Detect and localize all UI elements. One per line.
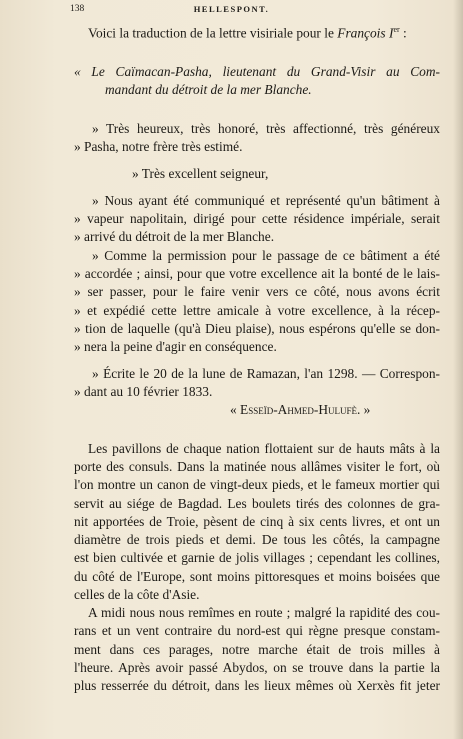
body-line: celles de la côte d'Asie.: [74, 587, 200, 602]
letter-line: » ser passer, pour le faire venir vers ce côté, nous avons écrit: [74, 284, 440, 299]
letter-line: » vapeur napolitain, dirigé pour cette résidence impériale, serait: [74, 211, 440, 226]
letter-line: » arrivé du détroit de la mer Blanche.: [74, 229, 275, 244]
letter-line: » Nous ayant été communiqué et représenté qu'un bâtiment à: [92, 193, 440, 208]
intro-text: Voici la traduction de la lettre visiriale pour le: [88, 25, 338, 41]
francois-name: François I: [337, 25, 394, 41]
body-line: du côté de l'Europe, sont moins pittoresques et moins boisées que: [74, 569, 440, 584]
letter-line: » Très excellent seigneur,: [132, 166, 269, 181]
letter-date-line: » dant au 10 février 1833.: [74, 384, 213, 399]
francois-ordinal: er: [393, 25, 400, 34]
intro-line: [88, 22, 407, 41]
letter-line: » tion de laquelle (qu'à Dieu plaise), nous espérons qu'elle se don-: [74, 321, 440, 336]
page-number: 138: [70, 4, 85, 14]
body-line: l'on montre un canon de vingt-deux pieds, et le fameux mortier qui: [74, 477, 440, 492]
body-line: l'heure. Après avoir passé Abydos, on se trouve dans la partie la: [74, 660, 440, 675]
body-line: ment dans ces parages, notre marche était de trois milles à: [74, 642, 440, 657]
letter-line: » et expédié cette lettre amicale à votre excellence, à la récep-: [74, 303, 440, 318]
letter-date-line: » Écrite le 20 de la lune de Ramazan, l'an 1298. — Correspon-: [92, 366, 440, 381]
page-header: [0, 4, 463, 18]
letter-line: » nera la peine d'agir en conséquence.: [74, 339, 277, 354]
body-line: A midi nous nous remîmes en route ; malgré la rapidité des cou-: [88, 605, 440, 620]
letter-line: » Pasha, notre frère très estimé.: [74, 139, 243, 154]
body-line: servit au siége de Bagdad. Les boulets tirés des colonnes de gra-: [74, 496, 440, 511]
page-edge-shadow: [453, 0, 463, 739]
letter-line: » Très heureux, très honoré, très affectionné, très généreux: [92, 121, 440, 136]
intro-colon: :: [399, 25, 407, 41]
running-head: HELLESPONT.: [193, 4, 270, 14]
letter-line: » Comme la permission pour le passage de ce bâtiment a été: [92, 248, 440, 263]
body-line: plus resserrée du détroit, dans les lieux mêmes où Xerxès fit jeter: [74, 678, 440, 693]
letter-line: » accordée ; ainsi, pour que votre excellence ait la bonté de le lais-: [74, 266, 440, 281]
body-line: est bien cultivée et garnie de jolis villages ; cependant les collines,: [74, 550, 440, 565]
body-line: rans et un vent contraire du nord-est qui règne presque constam-: [74, 623, 440, 638]
letter-address-line: « Le Caïmacan-Pasha, lieutenant du Grand-Visir au Com-: [74, 64, 440, 79]
body-line: porte des consuls. Dans la matinée nous allâmes visiter le fort, où: [74, 459, 440, 474]
body-line: diamètre de trois pieds et demi. De tous les côtés, la campagne: [74, 532, 440, 547]
letter-address-line: mandant du détroit de la mer Blanche.: [105, 82, 312, 97]
letter-signature: « Esseïd-Ahmed-Hulufè. »: [230, 402, 371, 417]
body-line: nit apportées de Troie, pèsent de cinq à six cents livres, et ont un: [74, 514, 440, 529]
body-line: Les pavillons de chaque nation flottaient sur de hauts mâts à la: [88, 441, 440, 456]
